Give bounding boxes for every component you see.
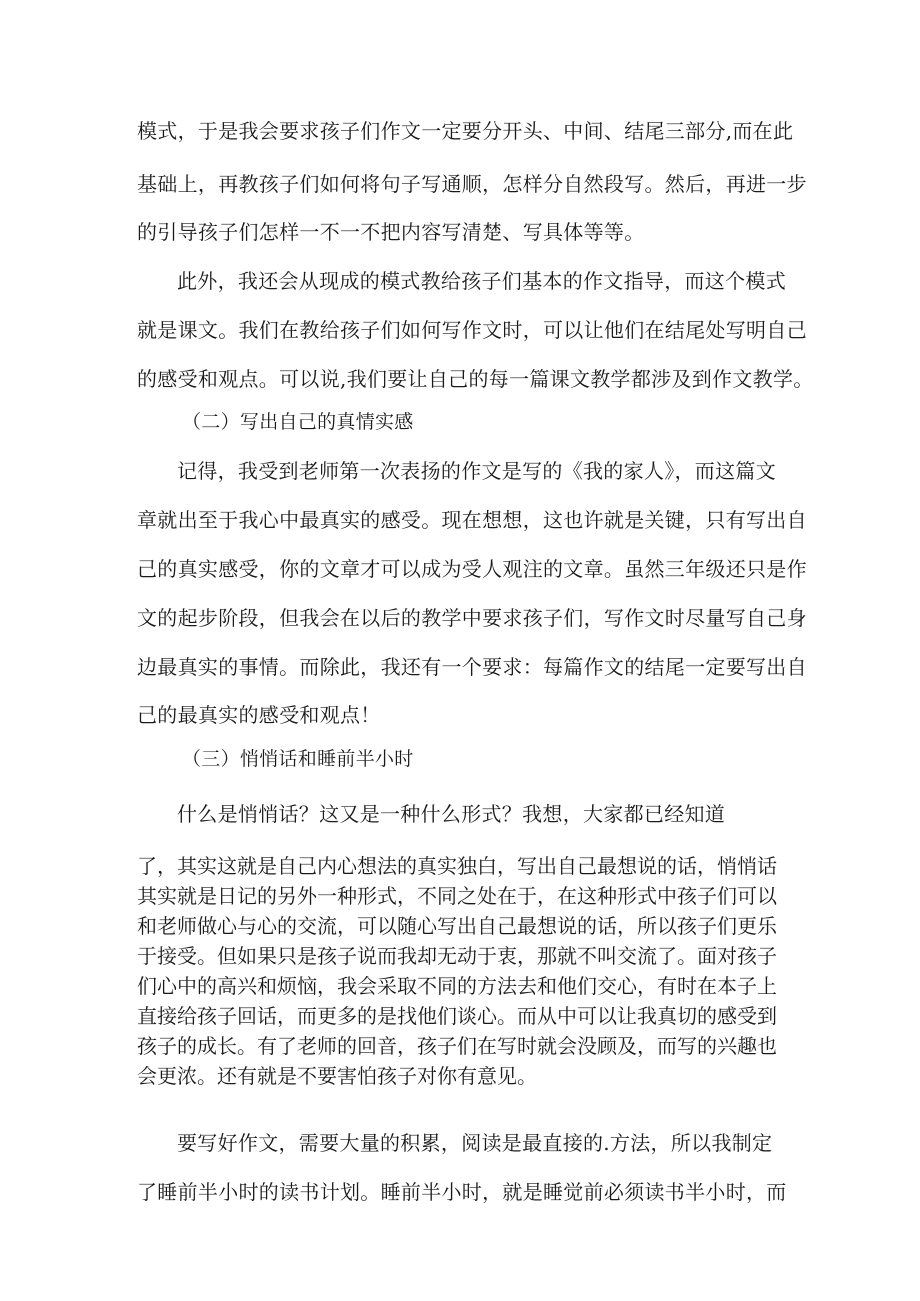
paragraph-3-line-1: 记得，我受到老师第一次表扬的作文是写的《我的家人》，而这篇文 [177, 459, 776, 483]
paragraph-4-line-8: 会更浓。还有就是不要害怕孩子对你有意见。 [137, 1064, 537, 1088]
paragraph-4-line-6: 直接给孩子回话，而更多的是找他们谈心。而从中可以让我真切的感受到 [137, 1004, 777, 1028]
paragraph-5-line-2: 了睡前半小时的读书计划。睡前半小时，就是睡觉前必须读书半小时，而 [137, 1180, 787, 1204]
paragraph-4-line-7: 孩子的成长。有了老师的回音，孩子们在写时就会没顾及，而写的兴趣也 [137, 1034, 777, 1058]
section-heading-2: （二）写出自己的真情实感 [182, 411, 414, 433]
section-heading-3: （三）悄悄话和睡前半小时 [182, 748, 414, 770]
paragraph-2-line-1: 此外，我还会从现成的模式教给孩子们基本的作文指导，而这个模式 [177, 269, 786, 293]
paragraph-3-line-2: 章就出至于我心中最真实的感受。现在想想，这也许就是关键，只有写出自 [137, 508, 807, 532]
paragraph-1-line-3: 的引导孩子们怎样一不一不把内容写清楚、写具体等等。 [137, 220, 645, 244]
paragraph-4-line-1: 了，其实这就是自己内心想法的真实独白，写出自己最想说的话，悄悄话 [137, 854, 777, 878]
paragraph-4-line-5: 们心中的高兴和烦恼，我会采取不同的方法去和他们交心，有时在本子上 [137, 974, 777, 998]
paragraph-4-line-2: 其实就是日记的另外一种形式，不同之处在于，在这种形式中孩子们可以 [137, 884, 777, 908]
paragraph-3-line-5: 边最真实的事情。而除此，我还有一个要求：每篇作文的结尾一定要写出自 [137, 655, 807, 679]
paragraph-2-line-3: 的感受和观点。可以说,我们要让自己的每一篇课文教学都涉及到作文教学。 [137, 367, 814, 391]
paragraph-3-line-4: 文的起步阶段，但我会在以后的教学中要求孩子们，写作文时尽量写自己身 [137, 606, 807, 630]
paragraph-1-line-1: 模式，于是我会要求孩子们作文一定要分开头、中间、结尾三部分,而在此 [137, 119, 794, 143]
paragraph-2-line-2: 就是课文。我们在教给孩子们如何写作文时，可以让他们在结尾处写明自己 [137, 318, 807, 342]
paragraph-1-line-2: 基础上，再教孩子们如何将句子写通顺，怎样分自然段写。然后，再进一步 [137, 172, 807, 196]
paragraph-4-line-3: 和老师做心与心的交流，可以随心写出自己最想说的话，所以孩子们更乐 [137, 914, 777, 938]
paragraph-3-line-3: 己的真实感受，你的文章才可以成为受人观注的文章。虽然三年级还只是作 [137, 557, 807, 581]
paragraph-3-line-6: 己的最真实的感受和观点！ [137, 703, 381, 727]
paragraph-4-line-4: 于接受。但如果只是孩子说而我却无动于衷，那就不叫交流了。面对孩子 [137, 944, 777, 968]
paragraph-5-line-1: 要写好作文，需要大量的积累，阅读是最直接的.方法，所以我制定 [177, 1131, 773, 1155]
paragraph-4-first-line: 什么是悄悄话？这又是一种什么形式？我想，大家都已经知道 [177, 802, 726, 826]
